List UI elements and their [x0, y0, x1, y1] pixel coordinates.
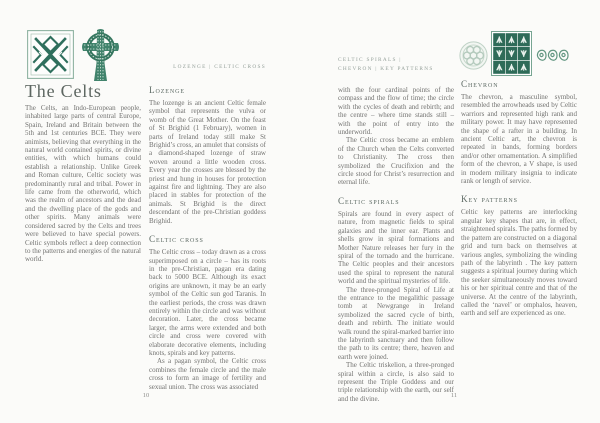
running-header-left-page: LOZENGE | CELTIC CROSS: [173, 64, 266, 70]
left-column-2: [149, 63, 266, 391]
left-column-1: [25, 27, 141, 264]
celtic-cross-continuation-2: The Celtic cross became an emblem of the Church when the Celts converted to Christianity. The cross then symbolized the Crucifixion and the circle stood for Christ’s resurrection and eternal life.: [338, 136, 454, 187]
running-header-right-line1: CELTIC SPIRALS |: [338, 57, 402, 63]
celtic-spirals-paragraph-1: Spirals are found in every aspect of nature, from magnetic fields to spiral galaxies and the inner ear. Plants and shells grow in spiral formations and Mother Nature releases her fury in the spiral of the tornado and the hurricane. The Celtic peoples and their ancestors used the spiral to represent the natural world and the spiritual mysteries of life.: [338, 209, 454, 286]
celtic-cross-icon: [80, 27, 121, 84]
lozenge-paragraph: The lozenge is an ancient Celtic female symbol that represents the vulva or womb of the Great Mother. On the feast of St Brighid (1 February), women in parts of Ireland today still make St Brighid’s cross, an amulet that consists of a diamond-shaped lozenge of straw woven around a little wooden cross. Every year the crosses are blessed by the priest and hung in houses for protection against fire and lightning. They are also placed in stables for protection of the animals. St Brighid is the direct descendant of the pre-Christian goddess Brighid.: [149, 99, 266, 225]
celtic-cross-continuation-1: with the four cardinal points of the compass and the flow of time; the circle with the cycles of death and rebirth; and the centre – where time stands still – with the point of entry into the underworld.: [338, 86, 454, 137]
section-heading-key-patterns: Key patterns: [461, 194, 518, 205]
right-column-1: [338, 56, 454, 403]
key-patterns-paragraph: Celtic key patterns are interlocking angular key shapes that are, in effect, straightened spirals. The paths formed by the pattern are constructed on a diagonal grid and turn back on themselves at various angles, symbolizing the winding path of the labyrinth . The key pattern suggests a spiritual journey during which the seeker simultaneously moves toward his or her spiritual centre and that of the universe. At the centre of the labyrinth, called the ‘navel’ or omphalos, heaven, earth and self are experienced as one.: [461, 208, 577, 318]
celtic-spirals-paragraph-3: The Celtic triskelion, a three-pronged spiral within a circle, is also said to represent the Triple Goddess and our triple relationship with the earth, our self and the divine.: [338, 361, 454, 403]
knot-chain-icon: [534, 47, 571, 64]
section-heading-lozenge: Lozenge: [149, 85, 185, 95]
celtic-cross-paragraph-1: The Celtic cross – today drawn as a cross superimposed on a circle – has its roots in the pre-Christian, pagan era dating back to 5000 BCE. Although its exact origins are unknown, it may be an early symbol of the Celtic sun god Taranis. In the earliest periods, the cross was drawn entirely within the circle and was without decoration. Later, the cross became larger, the arms were extended and both circle and cross were covered with elaborate decorative elements, including knots, spirals and key patterns.: [149, 248, 266, 357]
celtic-spirals-paragraph-2: The three-pronged Spiral of Life at the entrance to the megalithic passage tomb at Newgrange in Ireland symbolized the sacred cycle of birth, death and rebirth. The initiate would walk round the spiral-marked barrier into the labyrinth sanctuary and then follow the path to its centre; there, heaven and earth were joined.: [338, 285, 454, 361]
right-column-2: [461, 79, 577, 318]
section-heading-celtic-spirals: Celtic spirals: [338, 195, 400, 206]
page-number-left: 10: [142, 392, 150, 399]
square-knot-panel-icon: [27, 30, 74, 79]
section-heading-chevron: Chevron: [461, 79, 499, 89]
page-number-right: 11: [450, 392, 458, 399]
chevron-paragraph: The chevron, a masculine symbol, resembled the arrowheads used by Celtic warriors and represented high rank and military power. It may have represented the shape of a rafter in a building. In ancient Celtic art, the chevron is repeated in bands, forming borders and/or other ornamentation. A simplified form of the chevron, a V shape, is used in modern military insignia to indicate rank or length of service.: [461, 93, 577, 186]
intro-paragraph: The Celts, an Indo-European people, inhabited large parts of central Europe, Spain, Ireland and Britain between the 5th and 1st centuries BCE. They were animists, believing that everything in the natural world contained spirits, or divine entities, with which humans could establish a relationship. Unlike Greek and Roman culture, Celtic society was predominantly rural and tribal. Power in life came from the otherworld, which was the realm of ancestors and the dead and the dwelling place of the gods and other spirits. Many animals were considered sacred by the Celts and trees were believed to have special powers. Celtic symbols reflect a deep connection to the patterns and energies of the natural world.: [25, 104, 141, 264]
left-art-row: [25, 27, 141, 81]
section-heading-celtic-cross: Celtic cross: [149, 234, 204, 245]
circular-knot-medallion-icon: [459, 41, 488, 70]
running-header-right-line2: CHEVRON | KEY PATTERNS: [338, 66, 434, 72]
page-title: The Celts: [25, 81, 102, 101]
key-pattern-panel-icon: [491, 31, 532, 76]
celtic-cross-paragraph-2: As a pagan symbol, the Celtic cross combines the female circle and the male cross to form an image of fertility and sexual union. The cross was associated: [149, 357, 266, 391]
